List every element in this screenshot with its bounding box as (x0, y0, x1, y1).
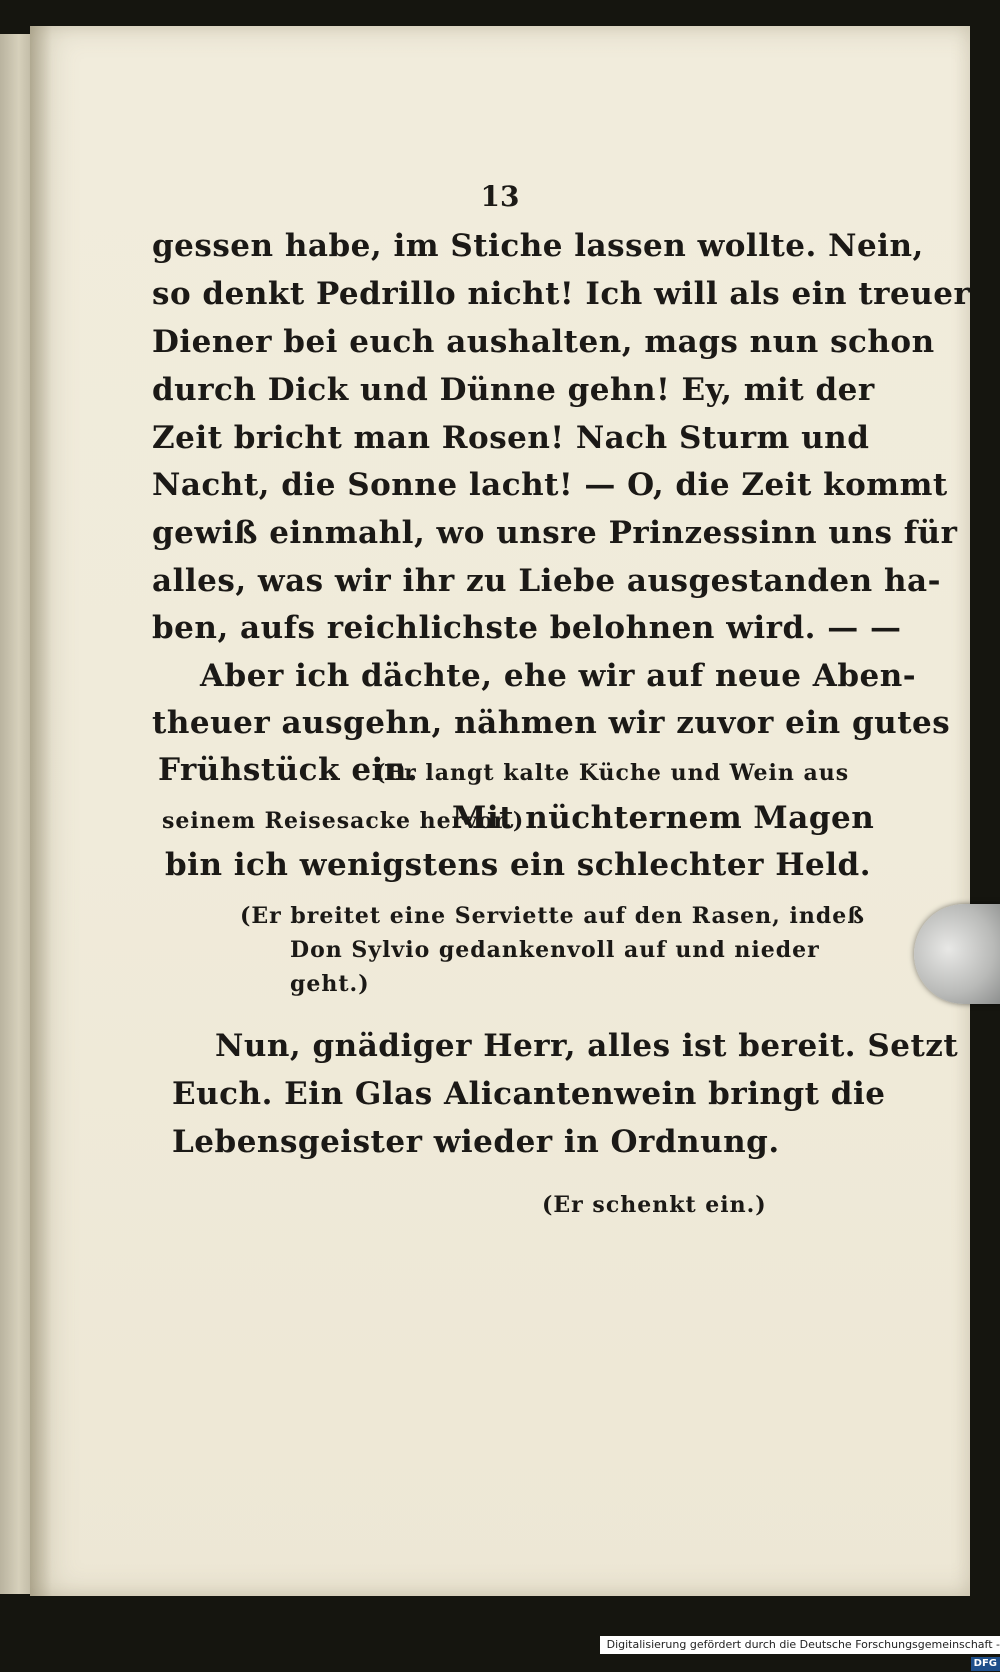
previous-page-edge (0, 34, 34, 1594)
text-line-14: bin ich wenigstens ein schlechter Held. (165, 847, 871, 883)
speech-line-2: Euch. Ein Glas Alicantenwein bringt die (172, 1076, 886, 1112)
footer-text: Digitalisierung gefördert durch die Deutsche Forschungsgemeinschaft - (606, 1638, 1000, 1651)
text-line-9: ben, aufs reichlichste belohnen wird. — — (152, 610, 902, 646)
text-line-7: gewiß einmahl, wo unsre Prinzessinn uns für (152, 515, 958, 551)
speech-line-3: Lebensgeister wieder in Ordnung. (172, 1124, 780, 1160)
stage-direction-block-line-3: geht.) (290, 971, 370, 997)
final-stage-direction: (Er schenkt ein.) (542, 1192, 767, 1218)
text-line-13-main: Mit nüchternem Magen (452, 800, 875, 836)
dfg-logo: DFG (971, 1657, 1000, 1671)
stage-direction-block-line-2: Don Sylvio gedankenvoll auf und nieder (290, 937, 820, 963)
text-line-11: theuer ausgehn, nähmen wir zuvor ein gutes (152, 705, 951, 741)
speech-line-1: Nun, gnädiger Herr, alles ist bereit. Setzt (215, 1028, 959, 1064)
stage-direction-block-line-1: (Er breitet eine Serviette auf den Rasen, indeß (240, 903, 865, 929)
text-line-10: Aber ich dächte, ehe wir auf neue Aben- (200, 658, 917, 694)
page-gutter-shadow (30, 26, 52, 1596)
page-number: 13 (480, 180, 520, 213)
text-line-2: so denkt Pedrillo nicht! Ich will als ein treuer (152, 276, 971, 312)
digitization-footer (600, 1636, 1000, 1669)
text-line-8: alles, was wir ihr zu Liebe ausgestanden ha- (152, 563, 941, 599)
stage-direction-inline-2: seinem Reisesacke hervor.) (162, 808, 525, 834)
text-line-6: Nacht, die Sonne lacht! — O, die Zeit kommt (152, 467, 948, 503)
text-line-3: Diener bei euch aushalten, mags nun schon (152, 324, 935, 360)
text-line-1: gessen habe, im Stiche lassen wollte. Nein, (152, 228, 924, 264)
text-line-4: durch Dick und Dünne gehn! Ey, mit der (152, 372, 875, 408)
text-line-12-main: Frühstück ein. (158, 752, 419, 788)
text-line-5: Zeit bricht man Rosen! Nach Sturm und (152, 420, 870, 456)
stage-direction-inline-1: (Er langt kalte Küche und Wein aus (375, 760, 850, 786)
